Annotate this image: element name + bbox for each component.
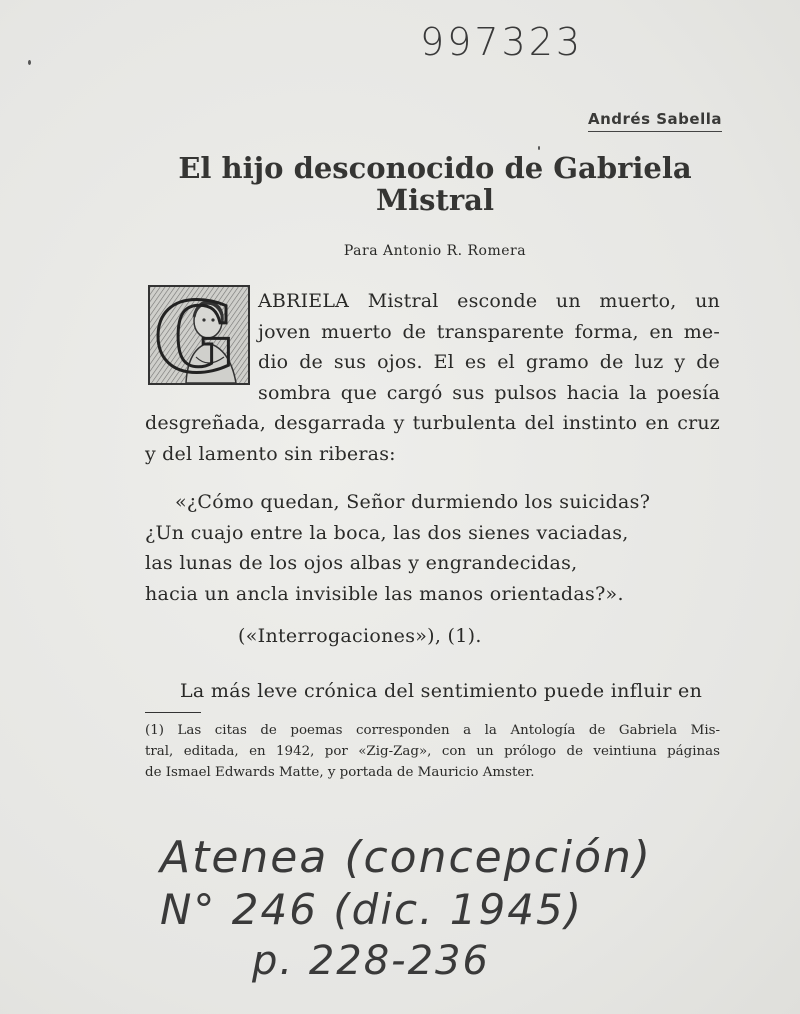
dedication: Para Antonio R. Romera xyxy=(343,243,527,259)
paragraph-2-start: La más leve crónica del sentimiento puede influir en xyxy=(180,680,703,702)
verse-line: las lunas de los ojos albas y engrandecidas, xyxy=(145,552,578,574)
text-line: sombra que cargó sus pulsos hacia la poesía xyxy=(258,381,720,404)
dropcap-letter: G xyxy=(154,287,236,383)
article-title xyxy=(145,152,725,216)
verse-line: ¿Un cuajo entre la boca, las dos sienes vaciadas, xyxy=(145,521,629,544)
poem-quotation xyxy=(145,487,725,609)
title-line: El hijo desconocido de Gabriela xyxy=(178,151,692,185)
handwritten-issue: N° 246 (dic. 1945) xyxy=(160,885,584,934)
text-line: y del lamento sin riberas: xyxy=(145,442,396,465)
footnote-divider xyxy=(145,712,201,713)
verse-line: hacia un ancla invisible las manos orientadas?». xyxy=(145,582,624,605)
verse-line: «¿Cómo quedan, Señor durmiendo los suicidas? xyxy=(175,491,651,513)
footnote-line: de Ismael Edwards Matte, y portada de Mauricio Amster. xyxy=(145,765,535,780)
author-name: Andrés Sabella xyxy=(588,110,722,132)
paragraph-1-continued xyxy=(145,408,720,469)
scan-speck xyxy=(28,60,31,65)
illuminated-initial xyxy=(148,285,250,385)
footnote-line: tral, editada, en 1942, por «Zig-Zag», con un prólogo de veintiuna páginas xyxy=(145,744,720,759)
text-line: dio de sus ojos. El es el gramo de luz y de xyxy=(258,351,720,373)
footnote xyxy=(145,720,720,783)
handwritten-pages: p. 228-236 xyxy=(252,938,490,984)
title-line: Mistral xyxy=(376,183,494,217)
paragraph-1-opening xyxy=(258,286,720,408)
scan-speck xyxy=(538,146,540,150)
handwritten-source: Atenea (concepción) xyxy=(160,832,653,883)
footnote-line: (1) Las citas de poemas corresponden a la Antología de Gabriela Mis- xyxy=(145,723,720,738)
verse-source: («Interrogaciones»), (1). xyxy=(238,625,482,647)
catalog-number: 997323 xyxy=(420,20,584,64)
text-line: ABRIELA Mistral esconde un muerto, un xyxy=(258,290,720,312)
text-line: joven muerto de transparente forma, en me- xyxy=(258,320,720,343)
text-line: desgreñada, desgarrada y turbulenta del instinto en cruz xyxy=(145,412,720,434)
